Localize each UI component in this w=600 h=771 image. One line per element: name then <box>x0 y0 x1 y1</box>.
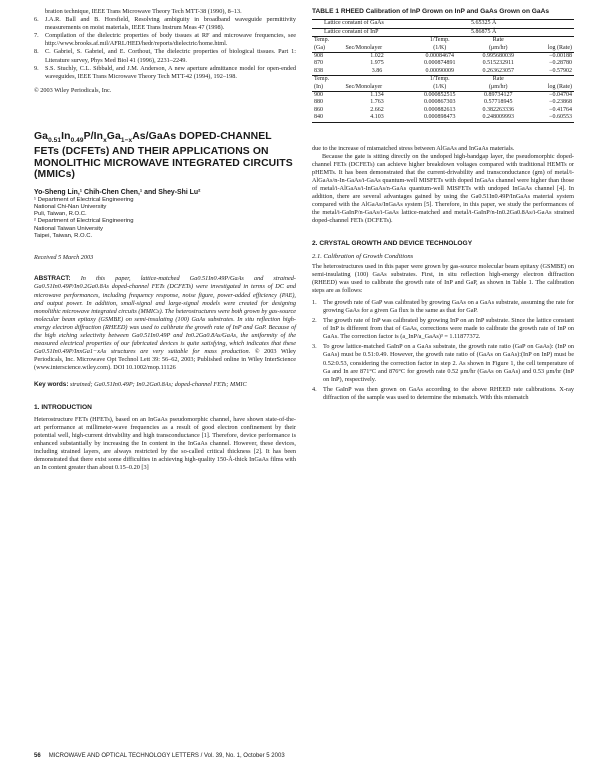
table-title: TABLE 1 RHEED Calibration of InP Grown on InP and GaAs Grown on GaAs <box>312 8 550 15</box>
table-row: 860 2.662 0.000882613 0.382263336 −0.41764 <box>314 106 572 113</box>
right-column <box>312 8 574 404</box>
article-title: $Ga_{0.51}In_{0.49}P/In_xGa_{1-x}As$/GaAs DOPED-CHANNEL FETs (DCFETs) AND THEIR APPLICATIONS ON MONOLITHIC MICROWAVE INTEGRATED CIRCUITS (MMICs) <box>34 130 293 181</box>
table-row: 900 1.134 0.000852515 0.89734127 −0.04704 <box>314 91 572 98</box>
rheed-calibration-table <box>312 19 574 122</box>
reference-item: bration technique, IEEE Trans Microwave Theory Tech MTT-38 (1990), 8–13. <box>45 8 242 15</box>
section-heading-crystal-growth: 2. CRYSTAL GROWTH AND DEVICE TECHNOLOGY <box>312 239 473 247</box>
table-header-row: Temp. 1/Temp. Rate <box>314 37 504 44</box>
received-date: Received 5 March 2003 <box>34 254 94 262</box>
reference-item: 7. Compilation of the dielectric properties of body tissues at RF and microwave frequencies, see http://www.brooks.af.mil/AFRL/HED/hedr/reports/dielectric/home.html. <box>34 32 296 48</box>
affiliation-line: ² Department of Electrical Engineering <box>34 218 134 225</box>
previous-article-copyright: © 2003 Wiley Periodicals, Inc. <box>34 86 112 94</box>
table-header-row: (In) Sec/Monolayer (1/K) (μm/hr) log (Rate) <box>314 83 572 90</box>
table-row: 880 1.763 0.000867303 0.57718945 −0.23868 <box>314 99 572 106</box>
affiliation-line: Puli, Taiwan, R.O.C. <box>34 211 87 218</box>
calibration-steps-list <box>312 299 574 402</box>
affiliation-line: National Taiwan University <box>34 225 103 232</box>
author-list: Yo-Sheng Lin,¹ Chih-Chen Chen,¹ and Shey-Shi Lu² <box>34 188 201 196</box>
journal-citation: MICROWAVE AND OPTICAL TECHNOLOGY LETTERS / Vol. 39, No. 1, October 5 2003 <box>48 753 285 759</box>
table-header-row: (Ga) Sec/Monolayer (1/K) (μm/hr) log (Rate) <box>314 44 572 51</box>
table-row: 840 4.103 0.000898473 0.248009993 −0.60553 <box>314 114 572 121</box>
subsection-heading-calibration: 2.1. Calibration of Growth Conditions <box>312 252 414 260</box>
table-row: Lattice constant of InP 5.86875 Å <box>312 28 574 36</box>
list-item: 1. The growth rate of GaP was calibrated by growing GaAs on a GaAs substrate, assuming the rate for growing GaAs for a given Ga flux is the same as that for GaP. <box>312 298 574 314</box>
reference-list <box>34 8 296 81</box>
affiliation-line: ¹ Department of Electrical Engineering <box>34 196 134 203</box>
table-row: 838 3.86 0.00090009 0.263623057 −0.57902 <box>314 67 572 74</box>
reference-item: 9. S.S. Stuchly, C.L. Sibbald, and J.M. Anderson, A new aperture admittance model for open-ended waveguides, IEEE Trans Microwave Theory Tech MTT-42 (1994), 192–198. <box>34 64 296 80</box>
body-paragraph: due to the increase of mismatched stress between AlGaAs and InGaAs materials. <box>312 144 515 152</box>
list-item: 2. The growth rate of InP was calibrated by growing InP on an InP substrate. Since the lattice constant of InP is different from that of GaAs, corrections were made to calibrate the growth rate of InP on GaAs. The correction factor is (a_InP/a_GaAs)³ = 1.11877372. <box>312 317 574 341</box>
affiliation-line: Taipei, Taiwan, R.O.C. <box>34 233 93 240</box>
keywords: Key words: strained; Ga0.51In0.49P; In0.2Ga0.8As; doped-channel FETs; MMIC <box>34 381 247 389</box>
table-row: Lattice constant of GaAs 5.65325 Å <box>312 20 574 28</box>
abstract: ABSTRACT: In this paper, lattice-matched Ga0.51In0.49P/GaAs and strained-Ga0.51In0.49P/In0.2Ga0.8As doped-channel FETs (DCFETs) were investigated in terms of DC and microwave performances, including frequency response, noise figure, power-added efficiency (PAE), and output power. In addition, small-signal and large-signal models were created for designing monolithic microwave integrated circuits (MMICs). The heterostructures were both grown by gas-source molecular beam epitaxy (GSMBE) on semi-insulating (100) GaAs substrates. In situ reflection high-energy electron diffraction (RHEED) was used to calibrate the growth rate of InP and GaP. Because of the high etching selectivity between Ga0.51In0.49P and In0.2Ga0.8As/GaAs, the uniformity of the measured electrical properties of our fabricated devices is quite satisfying, which indicates that these Ga0.51In0.49P/InxGa1−xAs structures are very suitable for mass production. © 2003 Wiley Periodicals, Inc. Microwave Opt Technol Lett 39: 56–62, 2003; Published online in Wiley InterScience (www.interscience.wiley.com). DOI 10.1002/mop.11126 <box>34 275 296 372</box>
section-heading-introduction: 1. INTRODUCTION <box>34 403 92 411</box>
table-row: 870 1.975 0.000874891 0.515232911 −0.28780 <box>314 60 572 67</box>
introduction-paragraph: Heterostructure FETs (HFETs), based on an InGaAs pseudomorphic channel, have shown state-of-the-art performance at millimeter-wave frequencies as a result of good electron confinement by their potential well, high-current drivability and high transconductance [1]. Therefore, device performance is enhanced substantially by increasing the In content in the InGaAs channel. However, these devices, including strained layers, are always restricted by the so-called critical thickness [2]. It has been demonstrated that there exist some difficulties in achieving high-quality 150-Å-thick InGaAs films with an In content greater than about 0.15–0.20 [3] <box>34 415 296 472</box>
affiliations <box>34 197 296 241</box>
left-column <box>34 8 296 472</box>
reference-item: 6. J.A.R. Ball and B. Horsfield, Resolving ambiguity in broadband waveguide permittivity measurements on moist materials, IEEE Trans Instrum Meas 47 (1998). <box>34 16 296 32</box>
page-number: 56 <box>34 753 41 759</box>
table-row: 908 1.022 0.00084674 0.995680039 −0.00188 <box>314 52 572 59</box>
affiliation-line: National Chi-Nan University <box>34 203 107 210</box>
reference-item: 8. C. Gabriel, S. Gabriel, and E. Corthout, The dielectric properties of biological tissues. Part 1: Literature survey, Phys Med Biol 41 (1996), 2231–2249. <box>34 48 296 64</box>
page-footer <box>34 753 574 759</box>
table-header-row: Temp. 1/Temp. Rate <box>314 76 504 83</box>
list-item: 3. To grow lattice-matched GaInP on a GaAs substrate, the growth rate ratio (GaP on GaAs): (InP on GaAs) must be 0.51:0.49. However, the growth rate ratio of (GaAs on GaAs):(InP on InP) must be 0.52:0.53, considering the correction factor in step 2. As shown in Figure 1, the cell temperature of Ga and In are 871°C and 876°C for growth rate 0.52 μm/hr (GaAs on GaAs) and 0.53 μm/hr (InP on InP), respectively. <box>312 343 574 383</box>
body-paragraph: Because the gate is sitting directly on the undoped high-bandgap layer, the pseudomorphic doped-channel FETs (DCFETs) can achieve higher breakdown voltages compared with traditional HEMTs or pHEMTs. It has been demonstrated that the current-drivability and transconductance (gm) of metal/i-AlGaAs/n-In-GaAs/i-GaAs quantum-well MISFETs with doped InGaAs channel were higher than those of metal/i-AlGaAs/i-InGaAs/n-GaAs quantum-well MISFETs with undoped InGaAs channel [4]. In addition, there are several advantages gained by using the Ga0.51In0.49P/InGaAs material system compared with the AlGaAs/InGaAs system [5]. Therefore, in this paper, we study the performances of the metal/i-GaInP/n-GaAs/i-GaAs lattice-matched and metal/i-GaInP/n-In0.2Ga0.8As/i-GaAs strained doped-channel FETs (DCFETs). <box>312 152 574 225</box>
body-paragraph: The heterostructures used in this paper were grown by gas-source molecular beam epitaxy (GSMBE) on semi-insulating (100) GaAs substrates. First, in situ reflection high-energy electron diffraction (RHEED) was used to calibrate the growth rate of InP and GaP, as shown in Table 1. The calibration steps are as follows: <box>312 262 574 294</box>
list-item: 4. The GaInP was then grown on GaAs according to the above RHEED rate calibrations. X-ray diffraction of the sample was used to determine the mismatch. With this mismatch <box>312 385 574 401</box>
